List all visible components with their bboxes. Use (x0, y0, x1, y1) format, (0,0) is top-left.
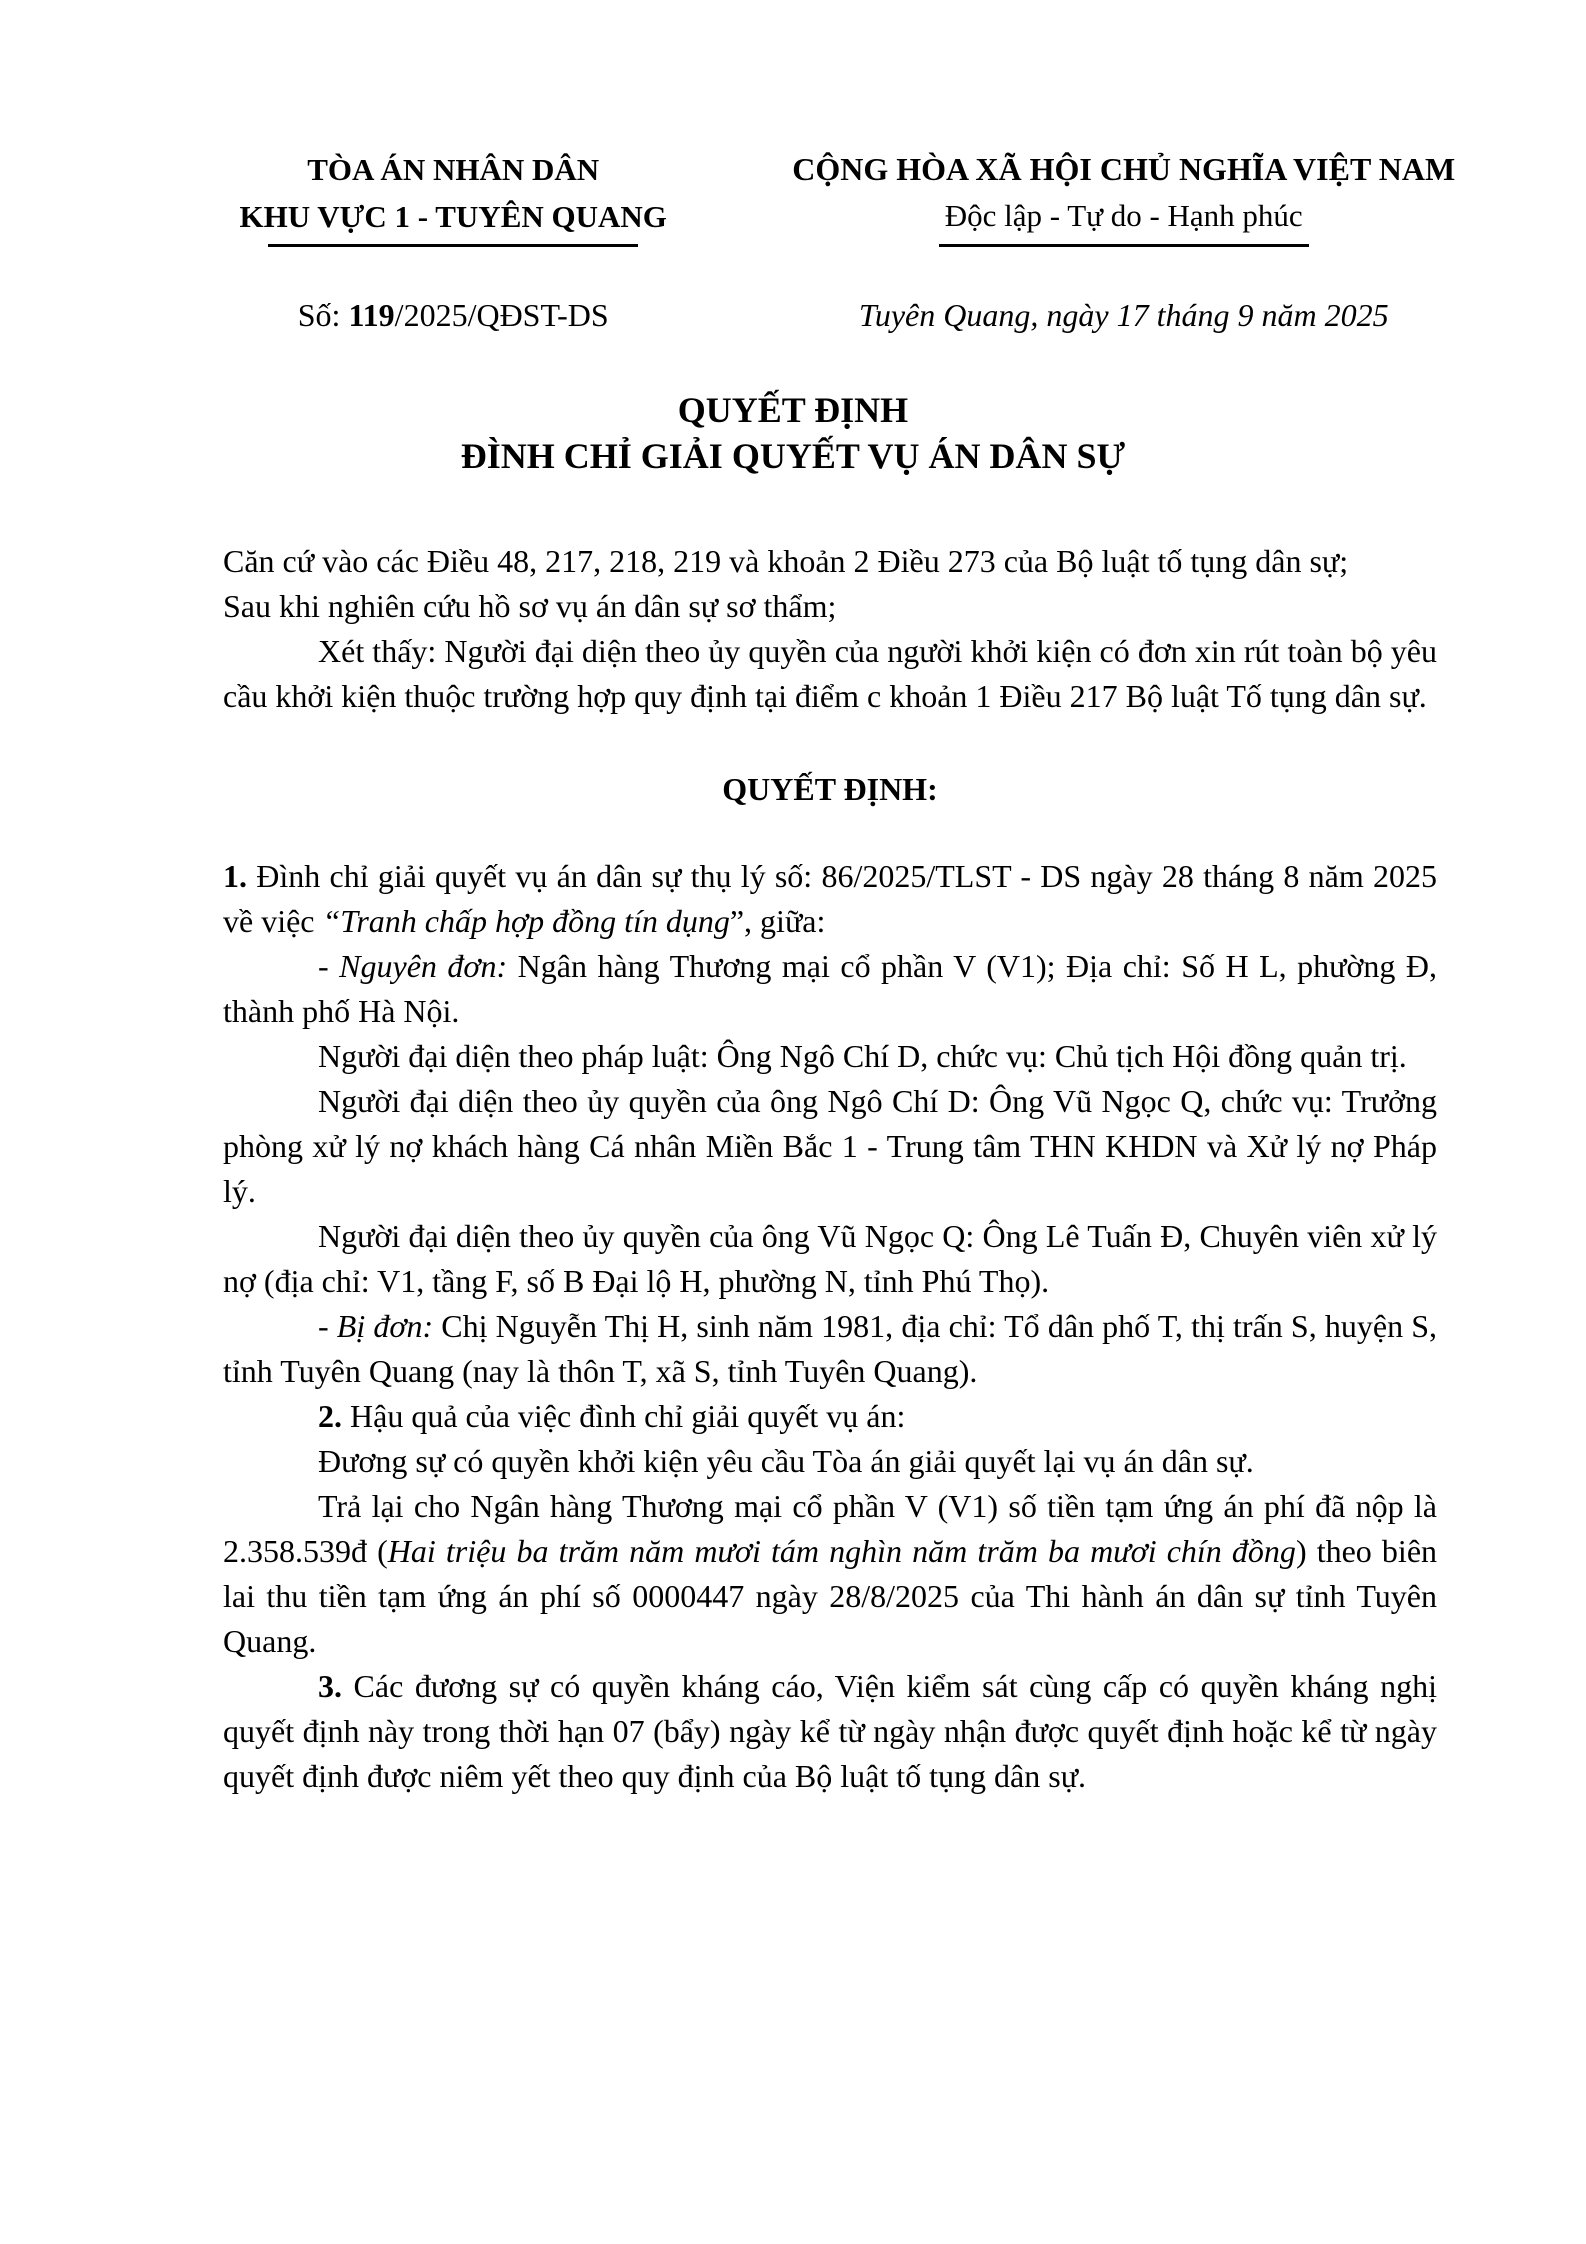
title-line-1: QUYẾT ĐỊNH (677, 390, 909, 430)
court-underline-rule (268, 244, 638, 247)
text-run: 2. (318, 1398, 342, 1434)
document-title (0, 387, 1586, 479)
document-meta-row (185, 293, 1526, 337)
para-dai-dien-uy-quyen-2 (223, 1214, 1437, 1304)
text-run: Xét thấy: Người đại diện theo ủy quyền của người khởi kiện có đơn xin rút toàn bộ yêu cầu khởi kiện thuộc trường hợp quy định tại điểm c khoản 1 Điều 217 Bộ luật Tố tụng dân sự. (223, 633, 1437, 714)
text-run: QUYẾT ĐỊNH: (722, 771, 938, 807)
text-run: Đương sự có quyền khởi kiện yêu cầu Tòa án giải quyết lại vụ án dân sự. (318, 1443, 1254, 1479)
para-item-2 (223, 1394, 1437, 1439)
document-number-suffix: /2025/QĐST-DS (394, 297, 609, 333)
document-number (185, 293, 721, 337)
court-name-block (185, 146, 721, 247)
text-run: Ngân hàng Thương mại cổ phần V (V1); Địa chỉ: Số H L, phường Đ, thành phố Hà Nội. (223, 948, 1438, 1029)
text-run: Hậu quả của việc đình chỉ giải quyết vụ án: (342, 1398, 906, 1434)
document-body (223, 539, 1437, 1799)
para-sau-khi (223, 584, 1437, 629)
para-item-3 (223, 1664, 1437, 1799)
text-run: - Bị đơn: (318, 1308, 442, 1344)
document-header (185, 146, 1526, 247)
republic-block (721, 146, 1526, 247)
title-line-2: ĐÌNH CHỈ GIẢI QUYẾT VỤ ÁN DÂN SỰ (460, 436, 1126, 476)
republic-motto-text: Độc lập - Tự do - Hạnh phúc (939, 193, 1309, 247)
text-run: Hai triệu ba trăm năm mươi tám nghìn năm trăm ba mươi chín đồng (387, 1533, 1296, 1569)
para-dai-dien-phap-luat (223, 1034, 1437, 1079)
decision-heading (223, 767, 1437, 812)
text-run: Sau khi nghiên cứu hồ sơ vụ án dân sự sơ thẩm; (223, 588, 837, 624)
text-run: Trả lại cho Ngân hàng Thương mại cổ phần V (V1) số tiền tạm ứng án phí đã nộp là 2.358.539đ ( (223, 1488, 1437, 1569)
text-run: Các đương sự có quyền kháng cáo, Viện kiểm sát cùng cấp có quyền kháng nghị quyết định này trong thời hạn 07 (bẩy) ngày kể từ ngày nhận được quyết định hoặc kể từ ngày quyết định được niêm yết theo quy định của Bộ luật tố tụng dân sự. (223, 1668, 1437, 1794)
para-can-cu (223, 539, 1437, 584)
republic-name: CỘNG HÒA XÃ HỘI CHỦ NGHĨA VIỆT NAM (792, 151, 1456, 187)
para-bi-don (223, 1304, 1437, 1394)
text-run: Người đại diện theo ủy quyền của ông Ngô Chí D: Ông Vũ Ngọc Q, chức vụ: Trưởng phòng xử lý nợ khách hàng Cá nhân Miền Bắc 1 - Trung tâm THN KHDN và Xử lý nợ Pháp lý. (223, 1083, 1437, 1209)
document-date: Tuyên Quang, ngày 17 tháng 9 năm 2025 (858, 297, 1389, 333)
document-number-value: 119 (348, 297, 395, 333)
text-run: ) theo biên lai thu tiền tạm ứng án phí số 0000447 ngày 28/8/2025 của Thi hành án dân sự tỉnh Tuyên Quang. (223, 1533, 1438, 1659)
para-hau-qua (223, 1439, 1437, 1484)
text-run: Chị Nguyễn Thị H, sinh năm 1981, địa chỉ: Tổ dân phố T, thị trấn S, huyện S, tỉnh Tuyên Quang (nay là thôn T, xã S, tỉnh Tuyên Quang). (223, 1308, 1438, 1389)
para-tra-lai (223, 1484, 1437, 1664)
text-run: “Tranh chấp hợp đồng tín dụng (322, 903, 730, 939)
para-nguyen-don (223, 944, 1437, 1034)
court-name-line1: TÒA ÁN NHÂN DÂN (307, 152, 600, 187)
text-run: ”, giữa: (729, 903, 826, 939)
para-item-1 (223, 854, 1437, 944)
court-name-line2: KHU VỰC 1 - TUYÊN QUANG (239, 199, 667, 234)
text-run: 1. (223, 858, 247, 894)
para-xet-thay (223, 629, 1437, 719)
text-run: - Nguyên đơn: (318, 948, 518, 984)
text-run: 3. (318, 1668, 342, 1704)
text-run: Người đại diện theo ủy quyền của ông Vũ Ngọc Q: Ông Lê Tuấn Đ, Chuyên viên xử lý nợ (địa chỉ: V1, tầng F, số B Đại lộ H, phường N, tỉnh Phú Thọ). (223, 1218, 1437, 1299)
document-number-label: Số: (297, 297, 349, 333)
para-dai-dien-uy-quyen-1 (223, 1079, 1437, 1214)
text-run: Người đại diện theo pháp luật: Ông Ngô Chí D, chức vụ: Chủ tịch Hội đồng quản trị. (318, 1038, 1407, 1074)
text-run: Căn cứ vào các Điều 48, 217, 218, 219 và khoản 2 Điều 273 của Bộ luật tố tụng dân sự; (223, 543, 1349, 579)
text-run: Đình chỉ giải quyết vụ án dân sự thụ lý số: 86/2025/TLST - DS ngày 28 tháng 8 năm 2025 về việc (223, 858, 1437, 939)
republic-motto (721, 193, 1526, 247)
